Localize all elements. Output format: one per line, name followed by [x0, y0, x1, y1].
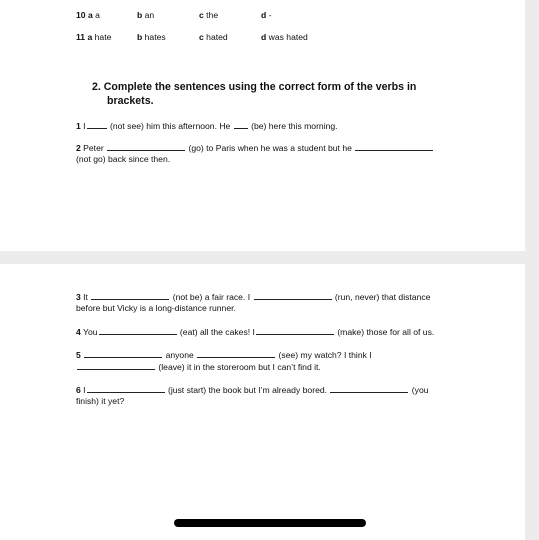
q10-option-d: d -	[261, 10, 272, 20]
answer-blank[interactable]	[330, 384, 408, 393]
answer-blank[interactable]	[256, 326, 334, 335]
sentence-3-line2: before but Vicky is a long-distance runner.	[76, 303, 236, 313]
answer-blank[interactable]	[77, 361, 155, 370]
sentence-3: 3 It (not be) a fair race. I (run, never) that distance	[76, 292, 431, 302]
sentence-2-line2: (not go) back since then.	[76, 154, 171, 164]
q11-option-a: 11 a hate	[76, 32, 112, 42]
answer-blank[interactable]	[107, 142, 185, 151]
sentence-6: 6 I (just start) the book but I’m already bored. (you	[76, 385, 429, 395]
answer-blank[interactable]	[91, 291, 169, 300]
q11-option-d: d was hated	[261, 32, 308, 42]
answer-blank[interactable]	[99, 326, 177, 335]
q10-option-c: c the	[199, 10, 219, 20]
section-2-heading-line2: brackets.	[107, 95, 154, 107]
sentence-5: 5 anyone (see) my watch? I think I	[76, 350, 372, 360]
home-indicator[interactable]	[174, 519, 366, 527]
answer-blank[interactable]	[87, 120, 107, 129]
section-2-heading: 2. Complete the sentences using the correct form of the verbs in	[92, 81, 417, 93]
sentence-2: 2 Peter (go) to Paris when he was a student but he	[76, 142, 434, 154]
q11-option-c: c hated	[199, 32, 228, 42]
answer-blank[interactable]	[355, 142, 433, 151]
q10-option-b: b an	[137, 10, 155, 20]
answer-blank[interactable]	[87, 384, 165, 393]
q11-option-b: b hates	[137, 32, 166, 42]
sentence-4: 4 You (eat) all the cakes! I (make) those for all of us.	[76, 327, 435, 337]
q10-option-a: 10 a a	[76, 10, 100, 20]
sentence-5-line2: (leave) it in the storeroom but I can’t find it.	[76, 361, 321, 373]
sentence-1: 1 I (not see) him this afternoon. He (be) here this morning.	[76, 121, 338, 131]
answer-blank[interactable]	[254, 291, 332, 300]
answer-blank[interactable]	[197, 349, 275, 358]
sentence-6-line2: finish) it yet?	[76, 396, 125, 406]
worksheet-page-top	[0, 0, 525, 251]
answer-blank[interactable]	[234, 120, 248, 129]
answer-blank[interactable]	[84, 349, 162, 358]
